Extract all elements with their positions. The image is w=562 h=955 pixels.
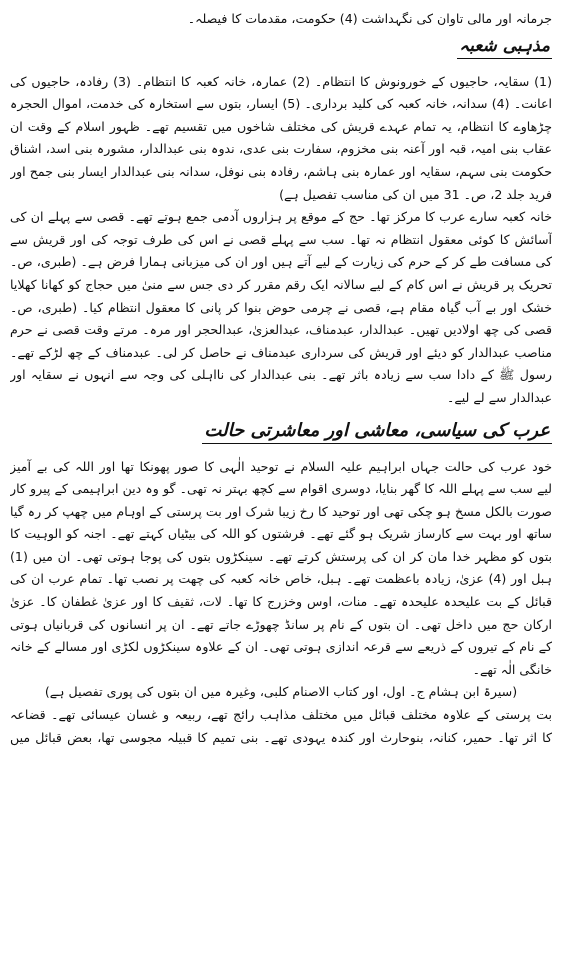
social-section-text (10, 456, 552, 682)
text-line: رسول ﷺ کے دادا سب سے زیادہ باثر تھے۔ بنی عبدالدار کی نااہلی کی وجہ سے انہوں نے سقایہ اور (10, 367, 552, 383)
text-line: خانہ کعبہ سارے عرب کا مرکز تھا۔ حج کے موقع پر ہزاروں آدمی جمع ہوتے تھے۔ قصی سے پہلے ان کی (10, 209, 552, 225)
text-line: حکومت بنی سہم، سقایہ اور عمارہ بنی ہاشم، رفادہ بنی نوفل، سدانہ بنی عبدالدار ایسار بنی جمح اور (10, 163, 552, 179)
text-line: قصی کی چھ اولادیں تھیں۔ عبدالدار، عبدمناف، عبدالعزیٰ، عبدالحجر اور مرہ۔ مرتے وقت قصی نے حرم (10, 322, 552, 338)
text-line: ارکان حج میں داخل تھی۔ ان بتوں کے نام پر سانڈ چھوڑے جاتے تھے۔ ان پر انسانوں کی قربانیاں ہوتی (10, 616, 552, 632)
text-line: عقاب بنی امیہ، قبہ اور آعنہ بنی مخزوم، سفارت بنی عدی، ندوہ بنی عبدالدار، مشورہ بنی اسد، اشناق (10, 141, 552, 157)
text-line: چڑھاوے کا انتظام، یہ تمام عہدے قریش کی مختلف شاخوں میں تقسیم تھے۔ ظہور اسلام کے وقت ان (10, 118, 552, 134)
text-line: خشک اور بے آب گیاہ مقام ہے، قصی نے چرمی حوض بنوا کر پانی کا معقول انتظام کیا۔ (طبری، ص۔ (10, 299, 552, 315)
text-line: اعانت۔ (4) سدانہ، خانہ کعبہ کی کلید برداری۔ (5) ایسار، بتوں سے استخارہ کی خدمت، اموال الحجرہ (10, 96, 552, 112)
final-paragraph (10, 704, 552, 749)
intro-text (10, 8, 552, 31)
text-line: آسائش کا کوئی معقول انتظام نہ تھا۔ سب سے پہلے قصی نے اس کی طرف توجہ کی اور قریش سے (10, 231, 552, 247)
text-line: کے نام کے تیروں کے ذریعے سے قرعہ اندازی ہوتی تھی۔ ان کے علاوہ سینکڑوں لکڑی اور مسالے کے خانہ (10, 639, 552, 655)
text-line: صورت بالکل مسخ ہو چکی تھی اور توحید کا رخ زیبا شرک اور بت پرستی کے اوہام میں چھپ کر رہ گیا (10, 503, 552, 519)
text-line: مناصب عبدالدار کو دیئے اور قریش کی سرداری عبدمناف نے حاصل کر لی۔ عبدمناف کے چھ لڑکے تھے۔ (10, 344, 552, 360)
text-line: خود عرب کی حالت جہاں ابراہیم علیہ السلام نے توحید الٰہی کا صور پھونکا تھا اور اللہ کی بے آمیز (10, 458, 552, 474)
text-line: (1) سقایہ، حاجیوں کے خورونوش کا انتظام۔ (2) عمارہ، خانہ کعبہ کا انتظام۔ (3) رفادہ، حاجیوں کی (10, 73, 552, 89)
section-heading-religious (10, 35, 552, 65)
text-line: قبائل کے بت علیحدہ علیحدہ تھے۔ منات، اوس وخزرج کا تھا۔ لات، ثقیف کا اور عزیٰ غطفان کا۔ عزیٰ (10, 594, 552, 610)
text-line: ہبل اور (4) عزیٰ، زیادہ باعظمت تھے۔ ہبل، خاص خانہ کعبہ کی چھت پر نصب تھا۔ تمام عرب ان کی (10, 571, 552, 587)
text-line: عبدالدار سے لے لیے۔ (446, 389, 552, 405)
citation-line: (سیرۃ ابن ہشام ج۔ اول، اور کتاب الاصنام کلبی، وغیرہ میں ان بتوں کی پوری تفصیل ہے) (44, 684, 518, 700)
text-line: کا اثر تھا۔ حمیر، کنانہ، بنوحارث اور کندہ یہودی تھے۔ بنی تمیم کا قبیلہ مجوسی تھا، بعض قبائل میں (10, 729, 552, 745)
text-line: کی مسافت طے کر کے حرم کی زیارت کے لیے آتے ہیں اور ان کی میزبانی ہمارا فرض ہے۔ (طبری، ص۔ (10, 254, 552, 270)
heading-text: مذہبی شعبہ (457, 35, 552, 59)
text-line: جرمانہ اور مالی تاوان کی نگہداشت (4) حکومت، مقدمات کا فیصلہ۔ (187, 11, 552, 26)
text-line: بت پرستی کے علاوہ مختلف قبائل میں مختلف مذاہب رائج تھے، ربیعہ و غسان عیسائی تھے۔ قضاعہ (10, 707, 552, 723)
text-line: لیے سب سے پہلے اللہ کا گھر بنایا، دوسری اقوام سے کچھ بہتر نہ تھی۔ گو وہ دین ابراہیمی کے پیرو کار (10, 481, 552, 497)
text-line: تحریک پر قریش نے اس کام کے لیے سالانہ ایک رقم مقرر کر دی جس سے منیٰ میں حجاج کو کھانا کھلایا (10, 276, 552, 292)
text-line: خانگی الٰہ تھے۔ (472, 661, 552, 677)
text-line: فرید جلد 2، ص۔ 31 میں ان کی مناسب تفصیل ہے) (279, 186, 552, 202)
text-line: بتوں کو مظہر خدا مان کر ان کی پرستش کرتے تھے۔ سینکڑوں بتوں کی پوجا ہوتی تھی۔ ان میں (1) (10, 548, 552, 564)
heading-text: عرب کی سیاسی، معاشی اور معاشرتی حالت (202, 420, 552, 444)
religious-section-text (10, 71, 552, 410)
text-line: ساتھ اور بہت سے کارساز شریک ہو گئے تھے۔ فرشتوں کو اللہ کی بیٹیاں کہتے تھے۔ اجنہ کو الوہیت کا (10, 526, 552, 542)
section-heading-social (10, 420, 552, 450)
